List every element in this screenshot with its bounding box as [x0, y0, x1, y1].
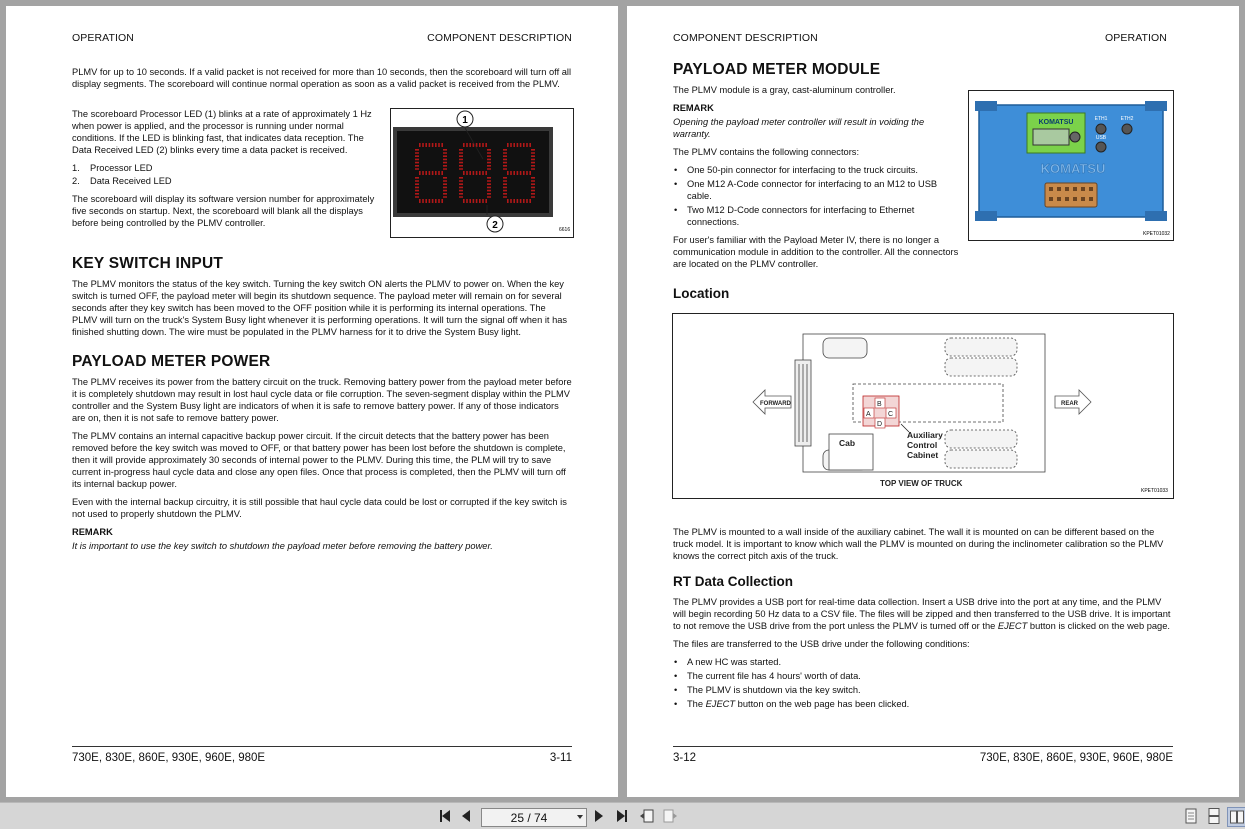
page-indicator: 25 / 74: [510, 810, 548, 825]
letter-a: A: [866, 411, 871, 418]
first-page-icon[interactable]: [437, 807, 453, 825]
left-footer-models: 730E, 830E, 860E, 930E, 960E, 980E: [72, 752, 266, 764]
forward-label: FORWARD: [760, 401, 791, 407]
module-figure: [968, 90, 1174, 241]
right-page: [627, 6, 1239, 797]
truck-top-view-image: [673, 314, 1173, 498]
remark-label: REMARK: [673, 103, 714, 113]
heading-payload-meter-power: PAYLOAD METER POWER: [72, 353, 271, 370]
location-figure: [672, 313, 1174, 499]
chevron-down-icon: [577, 815, 583, 819]
left-top-block: [72, 66, 572, 96]
paragraph-files: The files are transferred to the USB drive under the following conditions:: [673, 639, 970, 649]
list-item: 1. Processor LED: [72, 163, 153, 173]
paragraph-power-2: The PLMV contains an internal capacitive backup power circuit. If the circuit detects that the battery power has been removed before the key switch was moved to OFF, or that battery power has been lost before the shutdown is complete, then it will provide approximately 30 seconds of internal power to the PLMV. During this time, the PLM will try to save current in-progress haul cycle data and close any open files. Once that process is completed, then the PLMV will turn off its internal backup power.: [72, 431, 566, 489]
list-item: • The PLMV is shutdown via the key switch.: [673, 684, 1173, 696]
connector-list: [673, 164, 959, 228]
previous-page-icon[interactable]: [459, 807, 473, 825]
paragraph-power-1: The PLMV receives its power from the battery circuit on the truck. Removing battery power from the payload meter before it is completely shutdown may result in lost haul cycle data or file corruption. The seven-segment display within the PLMV controller and the System Busy light are indicators of when it is safe to remove battery power. If any of those indicators are on, then it is not safe to remove battery power.: [72, 377, 572, 423]
remark-text: Opening the payload meter controller will result in voiding the warranty.: [673, 117, 925, 139]
letter-d: D: [877, 421, 883, 428]
left-header-section: OPERATION: [72, 32, 134, 44]
aux-label-line3: Cabinet: [907, 450, 939, 460]
right-module-text: [673, 52, 959, 276]
eth1-label: ETH1: [1094, 116, 1108, 122]
plmv-module-image: [969, 91, 1173, 240]
list-item: • The EJECT button on the web page has been clicked.: [673, 698, 1173, 710]
right-header-chapter: COMPONENT DESCRIPTION: [673, 32, 818, 44]
scoreboard-figure: [390, 108, 574, 238]
module-emboss-text: KOMATSU: [1040, 161, 1106, 176]
eth2-label: ETH2: [1120, 116, 1134, 122]
facing-pages-view-icon[interactable]: [1227, 807, 1245, 827]
paragraph-power-3: Even with the internal backup circuitry, it is still possible that haul cycle data could be lost or corrupted if the key switch is not used to properly shutdown the PLMV.: [72, 497, 567, 519]
page-number-select[interactable]: [481, 808, 587, 827]
list-item: • One M12 A-Code connector for interfacing to an M12 to USB cable.: [673, 178, 959, 202]
left-lower-block: [72, 242, 572, 558]
module-figure-code: KPET01032: [1143, 231, 1170, 237]
scoreboard-image: [391, 109, 573, 237]
location-figure-code: KPET01033: [1141, 488, 1168, 494]
viewer-toolbar: [0, 802, 1245, 829]
list-item: • The current file has 4 hours' worth of data.: [673, 670, 1173, 682]
single-page-view-icon[interactable]: [1183, 807, 1199, 825]
scoreboard-figure-code: 6616: [559, 227, 571, 233]
list-item: 2. Data Received LED: [72, 176, 172, 186]
callout-1: 1: [462, 115, 468, 126]
aux-label-line2: Control: [907, 440, 938, 450]
heading-key-switch-input: KEY SWITCH INPUT: [72, 255, 224, 272]
heading-location: Location: [673, 286, 730, 301]
paragraph-software-version: The scoreboard will display its software version number for approximately five seconds on startup. Next, the scoreboard will blank all the displays before being controlled by the PLMV controller.: [72, 194, 375, 228]
paragraph-processor-led: The scoreboard Processor LED (1) blinks at a rate of approximately 1 Hz when power is applied, and the processor is running under normal conditions. If the LED is blinking fast, that indicates data reception. The Data Received LED (2) blinks every time a data packet is received.: [72, 109, 372, 155]
remark-label: REMARK: [72, 527, 113, 537]
next-view-icon[interactable]: [661, 807, 679, 825]
led-list: [72, 162, 384, 187]
right-lower-block: [673, 526, 1173, 716]
aux-label-line1: Auxiliary: [907, 430, 943, 440]
left-page: [6, 6, 618, 797]
next-page-icon[interactable]: [592, 807, 606, 825]
letter-b: B: [877, 401, 882, 408]
letter-c: C: [888, 411, 894, 418]
cab-label: Cab: [839, 438, 856, 448]
rear-label: REAR: [1061, 401, 1079, 407]
paragraph-rt-data: The PLMV provides a USB port for real-time data collection. Insert a USB drive into the port at any time, and the PLMV will begin recording 50 Hz data to a CSV file. The files will be zipped and then transferred to the USB drive. It is important to not remove the USB drive from the port unless the PLMV is turned off or the EJECT button is clicked on the web page.: [673, 597, 1171, 631]
last-page-icon[interactable]: [614, 807, 630, 825]
paragraph-connectors: The PLMV contains the following connectors:: [673, 147, 860, 157]
right-footer-page-number: 3-12: [673, 752, 697, 764]
list-item: • A new HC was started.: [673, 656, 1173, 668]
module-brand: KOMATSU: [1038, 119, 1074, 126]
usb-label: USB: [1095, 135, 1107, 141]
left-footer-page-number: 3-11: [549, 752, 572, 764]
paragraph-mounting: The PLMV is mounted to a wall inside of the auxiliary cabinet. The wall it is mounted on can be different based on the truck model. It is important to know which wall the PLMV is mounted on during the inclinometer calibration so the PLMV knows the correct pitch axis of the truck.: [673, 527, 1164, 561]
left-header-chapter: COMPONENT DESCRIPTION: [427, 32, 572, 44]
list-item: • Two M12 D-Code connectors for interfacing to Ethernet connections.: [673, 204, 959, 228]
footer-rule: [673, 746, 1173, 747]
truck-view-caption: TOP VIEW OF TRUCK: [880, 479, 963, 488]
transfer-conditions-list: [673, 656, 1173, 710]
callout-2: 2: [492, 220, 498, 231]
paragraph-familiar: For user's familiar with the Payload Meter IV, there is no longer a communication module in addition to the controller. All the connectors are located on the PLMV controller.: [673, 235, 959, 269]
paragraph-key-switch: The PLMV monitors the status of the key switch. Turning the key switch ON alerts the PLMV to power on. When the key switch is turned OFF, the payload meter will begin its shutdown sequence. The payload meter will remain on for several seconds after they key switch has been moved to the OFF position while it is performing its internal operations. The PLMV will turn on the truck's System Busy light whenever it is performing operations. It will turn the signal off when it has finished shutting down. The wire must be populated in the PLMV harness for it to drive the System Busy light.: [72, 279, 568, 337]
heading-rt-data-collection: RT Data Collection: [673, 574, 794, 589]
paragraph-module: The PLMV module is a gray, cast-aluminum controller.: [673, 85, 896, 95]
remark-text: It is important to use the key switch to shutdown the payload meter before removing the battery power.: [72, 541, 493, 551]
list-item: • One 50-pin connector for interfacing to the truck circuits.: [673, 164, 959, 176]
location-heading-block: [673, 284, 1173, 300]
right-footer-models: 730E, 830E, 860E, 930E, 960E, 980E: [979, 752, 1173, 764]
paragraph-packet-timeout: PLMV for up to 10 seconds. If a valid packet is not received for more than 10 seconds, then the scoreboard will turn off all display segments. The scoreboard will continue normal operation as soon as a valid packet is received from the PLMV.: [72, 67, 572, 89]
right-header-section: OPERATION: [1105, 32, 1167, 44]
left-scoreboard-text: [72, 108, 384, 235]
footer-rule: [72, 746, 572, 747]
heading-payload-meter-module: PAYLOAD METER MODULE: [673, 61, 881, 78]
continuous-view-icon[interactable]: [1206, 807, 1222, 825]
previous-view-icon[interactable]: [638, 807, 656, 825]
